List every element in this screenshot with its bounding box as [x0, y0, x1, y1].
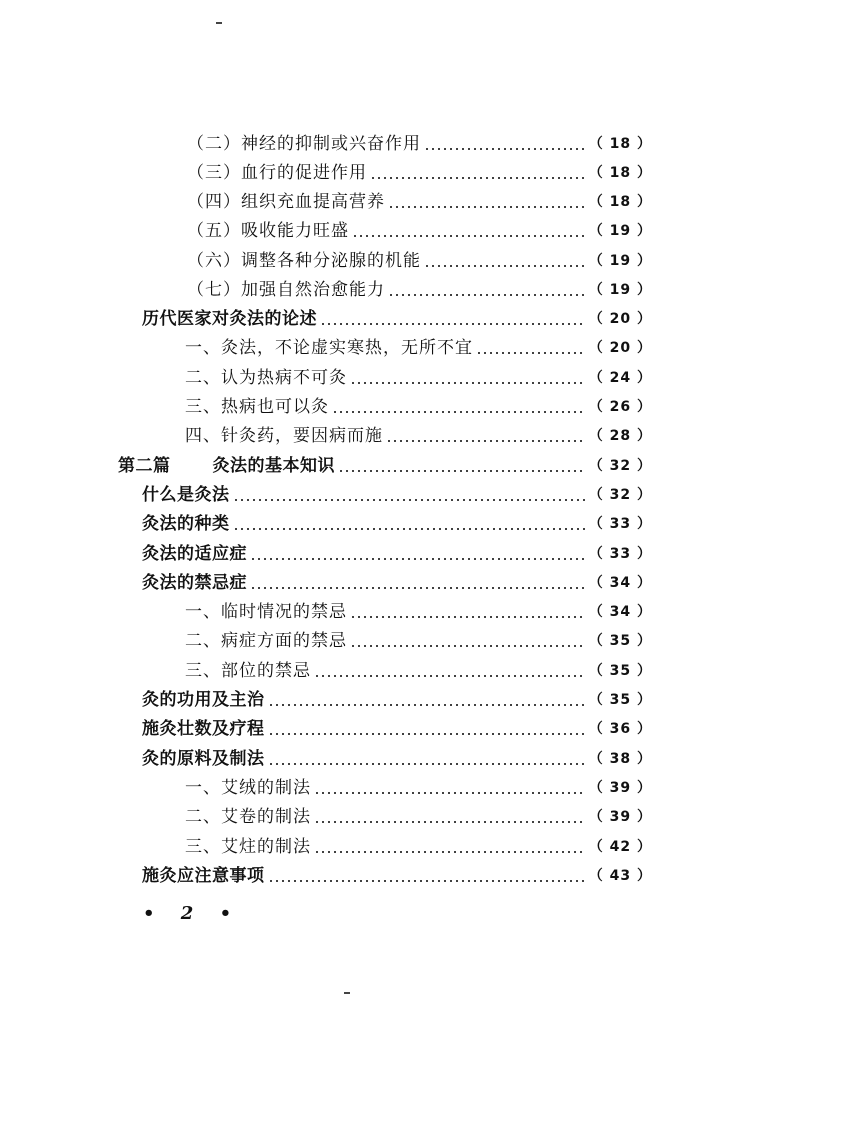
page-number: （ 33 ）: [588, 546, 652, 562]
toc-entry: [187, 247, 652, 273]
page-number: （ 35 ）: [588, 633, 652, 649]
dot-leader: [314, 821, 586, 823]
toc-entry: [187, 130, 652, 156]
entry-title: 三、热病也可以灸: [185, 397, 329, 417]
entry-title: 灸法的禁忌症: [142, 573, 247, 593]
toc-entry: [185, 393, 652, 419]
toc-entry: [187, 217, 652, 243]
dot-leader: [233, 499, 586, 501]
page-number: （ 26 ）: [588, 399, 652, 415]
page-number: （ 18 ）: [588, 194, 652, 210]
toc-entry: [185, 627, 652, 653]
dot-leader: [388, 294, 586, 296]
entry-title: 二、艾卷的制法: [185, 807, 311, 827]
page-folio: • 2 •: [143, 903, 242, 924]
dot-leader: [370, 177, 586, 179]
page-number: （ 39 ）: [588, 780, 652, 796]
toc-entry: [185, 598, 652, 624]
page-number: （ 36 ）: [588, 721, 652, 737]
dot-leader: [314, 675, 586, 677]
page-number: （ 19 ）: [588, 253, 652, 269]
entry-title: 四、针灸药，要因病而施: [185, 426, 383, 446]
dot-leader: [314, 792, 586, 794]
page-number: （ 43 ）: [588, 868, 652, 884]
entry-title: 施灸壮数及疗程: [142, 719, 265, 739]
dot-leader: [332, 411, 586, 413]
toc-entry: [142, 569, 652, 595]
entry-title: 灸的功用及主治: [142, 690, 265, 710]
entry-title: （七）加强自然治愈能力: [187, 280, 385, 300]
toc-entry: [187, 159, 652, 185]
dot-leader: [314, 851, 586, 853]
page-number: （ 34 ）: [588, 604, 652, 620]
dot-leader: [388, 206, 586, 208]
dot-leader: [338, 470, 586, 472]
page-number: （ 28 ）: [588, 428, 652, 444]
toc-entry: [142, 481, 652, 507]
toc-entry: [142, 715, 652, 741]
page-number: （ 20 ）: [588, 311, 652, 327]
page-number: （ 34 ）: [588, 575, 652, 591]
entry-title: （四）组织充血提高营养: [187, 192, 385, 212]
toc-entry: [142, 686, 652, 712]
page-number: （ 33 ）: [588, 516, 652, 532]
entry-title: 灸的原料及制法: [142, 749, 265, 769]
dot-leader: [250, 587, 586, 589]
toc-entry: [185, 803, 652, 829]
entry-title: 一、临时情况的禁忌: [185, 602, 347, 622]
scan-speck: [344, 992, 350, 994]
dot-leader: [233, 528, 586, 530]
dot-leader: [476, 352, 586, 354]
entry-title: 三、部位的禁忌: [185, 661, 311, 681]
page-number: （ 24 ）: [588, 370, 652, 386]
page-number: （ 38 ）: [588, 751, 652, 767]
dot-leader: [352, 235, 586, 237]
entry-title: 三、艾炷的制法: [185, 837, 311, 857]
entry-title: 历代医家对灸法的论述: [142, 309, 317, 329]
page-number: （ 32 ）: [588, 458, 652, 474]
entry-title: （五）吸收能力旺盛: [187, 221, 349, 241]
page-number: （ 32 ）: [588, 487, 652, 503]
dot-leader: [424, 148, 586, 150]
toc-entry-part-heading: [118, 452, 652, 478]
toc-entry: [185, 422, 652, 448]
toc-entry: [187, 276, 652, 302]
part-title: 灸法的基本知识: [212, 456, 335, 476]
page-number: （ 35 ）: [588, 663, 652, 679]
dot-leader: [268, 733, 586, 735]
entry-title: 灸法的种类: [142, 514, 230, 534]
entry-title: 一、艾绒的制法: [185, 778, 311, 798]
dot-leader: [250, 558, 586, 560]
entry-title: 灸法的适应症: [142, 544, 247, 564]
dot-leader: [350, 382, 586, 384]
toc-entry: [142, 540, 652, 566]
dot-leader: [268, 880, 586, 882]
page-number: （ 19 ）: [588, 223, 652, 239]
dot-leader: [268, 763, 586, 765]
toc-entry: [185, 774, 652, 800]
toc-entry: [185, 657, 652, 683]
entry-title: （三）血行的促进作用: [187, 163, 367, 183]
toc-entry: [142, 862, 652, 888]
dot-leader: [424, 265, 586, 267]
page-number: （ 20 ）: [588, 340, 652, 356]
dot-leader: [386, 440, 586, 442]
entry-title: （六）调整各种分泌腺的机能: [187, 251, 421, 271]
entry-title: 一、灸法，不论虚实寒热，无所不宜: [185, 338, 473, 358]
part-number: 第二篇: [118, 456, 171, 476]
page-number: （ 18 ）: [588, 165, 652, 181]
toc-entry: [142, 305, 652, 331]
toc-entry: [142, 745, 652, 771]
page-number: （ 35 ）: [588, 692, 652, 708]
page-number: （ 18 ）: [588, 136, 652, 152]
dot-leader: [320, 323, 586, 325]
page-number: （ 19 ）: [588, 282, 652, 298]
toc-entry: [185, 334, 652, 360]
scan-speck: [216, 22, 222, 24]
entry-title: 什么是灸法: [142, 485, 230, 505]
page-number: （ 39 ）: [588, 809, 652, 825]
dot-leader: [350, 645, 586, 647]
entry-title: 二、认为热病不可灸: [185, 368, 347, 388]
toc-entry: [187, 188, 652, 214]
entry-title: 二、病症方面的禁忌: [185, 631, 347, 651]
toc-entry: [142, 510, 652, 536]
page-number: （ 42 ）: [588, 839, 652, 855]
dot-leader: [350, 616, 586, 618]
toc-entry: [185, 364, 652, 390]
entry-title: （二）神经的抑制或兴奋作用: [187, 134, 421, 154]
dot-leader: [268, 704, 586, 706]
toc-entry: [185, 833, 652, 859]
entry-title: 施灸应注意事项: [142, 866, 265, 886]
